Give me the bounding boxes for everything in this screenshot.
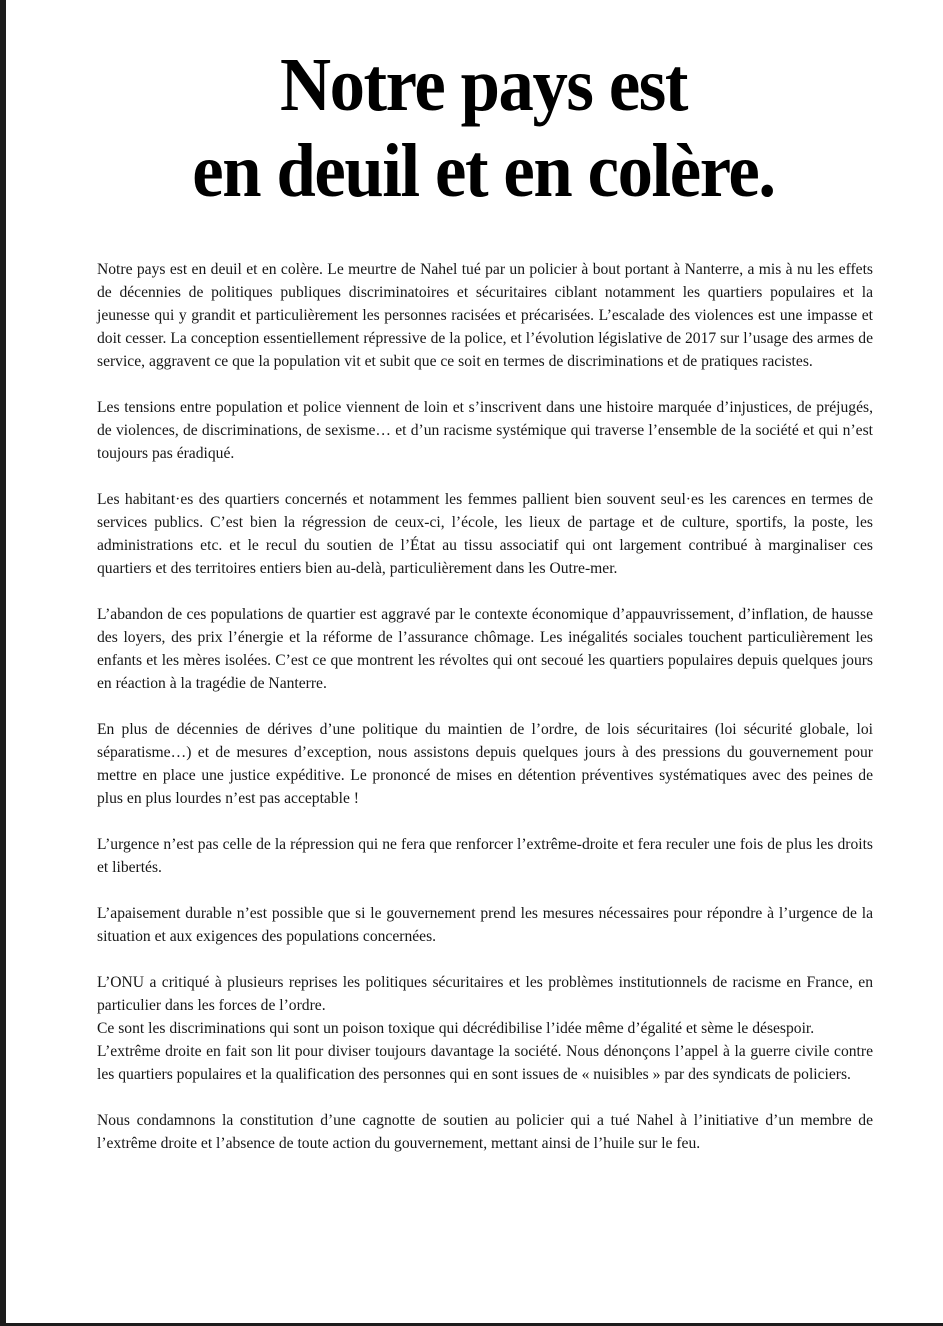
- paragraph-2: [97, 396, 873, 465]
- paragraph-6: [97, 833, 873, 879]
- paragraph-text: L’ONU a critiqué à plusieurs reprises les politiques sécuritaires et les problèmes institutionnels de racisme en France, en particulier dans les forces de l’ordre.: [97, 974, 873, 1014]
- paragraph-7: [97, 902, 873, 948]
- document-body: [97, 258, 873, 1178]
- paragraph-text: Les tensions entre population et police viennent de loin et s’inscrivent dans une histoire marquée d’injustices, de préjugés, de violences, de discriminations, de sexisme… et d’un racisme systémique qui traverse l’ensemble de la société et qui n’est toujours pas éradiqué.: [97, 399, 873, 462]
- paragraph-text: Ce sont les discriminations qui sont un poison toxique qui décrédibilise l’idée même d’égalité et sème le désespoir.: [97, 1020, 815, 1037]
- paragraph-5: [97, 718, 873, 810]
- paragraph-text: Notre pays est en deuil et en colère. Le meurtre de Nahel tué par un policier à bout portant à Nanterre, a mis à nu les effets de décennies de politiques publiques discriminatoires et sécuritaires ciblant notamment les quartiers populaires et la jeunesse qui y grandit et particulièrement les personnes racisées et précarisées. L’escalade des violences est une impasse et doit cesser. La conception essentiellement répressive de la police, et l’évolution législative de 2017 sur l’usage des armes de service, aggravent ce que la population vit et subit que ce soit en termes de discriminations et de pratiques racistes.: [97, 261, 873, 370]
- paragraph-4: [97, 603, 873, 695]
- paragraph-1: [97, 258, 873, 373]
- paragraph-text: Les habitant·es des quartiers concernés et notamment les femmes pallient bien souvent seul·es les carences en termes de services publics. C’est bien la régression de ceux-ci, l’école, les lieux de partage et de culture, sportifs, la poste, les administrations etc. et le recul du soutien de l’État au tissu associatif qui ont largement contribué à marginaliser ces quartiers et des territoires entiers bien au-delà, particulièrement dans les Outre-mer.: [97, 491, 873, 577]
- document-page: [6, 0, 943, 1323]
- paragraph-3: [97, 488, 873, 580]
- paragraph-text: L’apaisement durable n’est possible que si le gouvernement prend les mesures nécessaires pour répondre à l’urgence de la situation et aux exigences des populations concernées.: [97, 905, 873, 945]
- paragraph-8: [97, 971, 873, 1086]
- title-line-1: Notre pays est: [279, 43, 688, 127]
- paragraph-text: L’abandon de ces populations de quartier est aggravé par le contexte économique d’appauvrissement, d’inflation, de hausse des loyers, des prix l’énergie et la réforme de l’assurance chômage. Les inégalités sociales touchent particulièrement les enfants et les mères isolées. C’est ce que montrent les révoltes qui ont secoué les quartiers populaires depuis quelques jours en réaction à la tragédie de Nanterre.: [97, 606, 873, 692]
- paragraph-text: L’extrême droite en fait son lit pour diviser toujours davantage la société. Nous dénonçons l’appel à la guerre civile contre les quartiers populaires et la qualification des personnes qui en sont issues de « nuisibles » par des syndicats de policiers.: [97, 1043, 873, 1083]
- paragraph-text: L’urgence n’est pas celle de la répression qui ne fera que renforcer l’extrême-droite et fera reculer une fois de plus les droits et libertés.: [97, 836, 873, 876]
- paragraph-text: Nous condamnons la constitution d’une cagnotte de soutien au policier qui a tué Nahel à l’initiative d’un membre de l’extrême droite et l’absence de toute action du gouvernement, mettant ainsi de l’huile sur le feu.: [97, 1112, 873, 1152]
- document-title: [39, 42, 927, 214]
- paragraph-9: [97, 1109, 873, 1155]
- paragraph-text: En plus de décennies de dérives d’une politique du maintien de l’ordre, de lois sécuritaires (loi sécurité globale, loi séparatisme…) et de mesures d’exception, nous assistons depuis quelques jours à des pressions du gouvernement pour mettre en place une justice expéditive. Le prononcé de mises en détention préventives systématiques avec des peines de plus en plus lourdes n’est pas acceptable !: [97, 721, 873, 807]
- title-line-2: en deuil et en colère.: [192, 129, 775, 213]
